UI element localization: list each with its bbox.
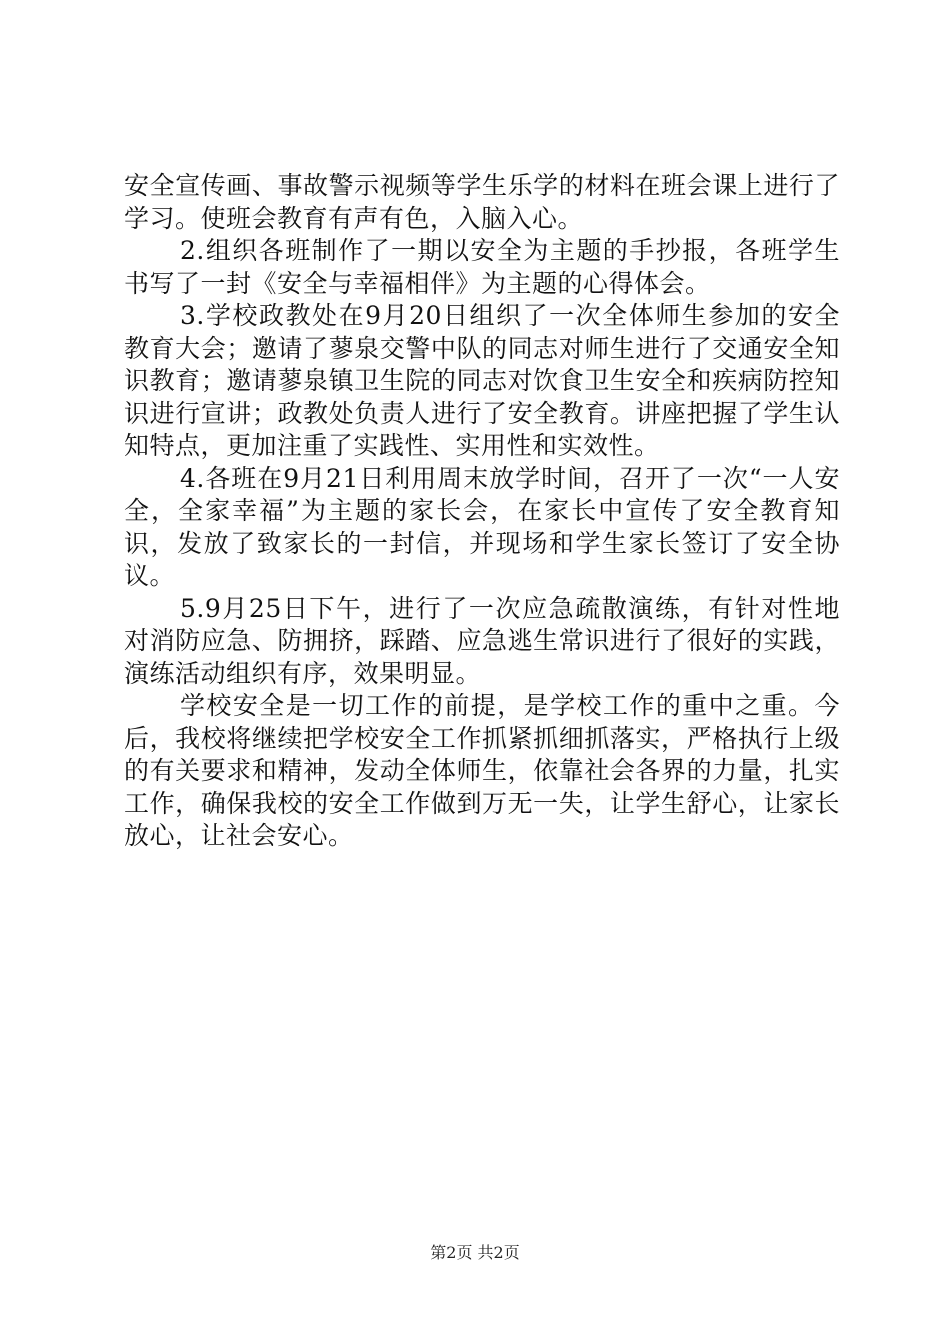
paragraph-item-4: 4.各班在9月21日利用周末放学时间，召开了一次“一人安全，全家幸福”为主题的家长会，在家长中宣传了安全教育知识，发放了致家长的一封信，并现场和学生家长签订了安全协议。 (124, 463, 840, 590)
paragraph-conclusion: 学校安全是一切工作的前提，是学校工作的重中之重。今后，我校将继续把学校安全工作抓紧抓细抓落实，严格执行上级的有关要求和精神，发动全体师生，依靠社会各界的力量，扎实工作，确保我校的安全工作做到万无一失，让学生舒心，让家长放心，让社会安心。 (124, 691, 840, 850)
paragraph-item-2: 2.组织各班制作了一期以安全为主题的手抄报，各班学生书写了一封《安全与幸福相伴》为主题的心得体会。 (124, 236, 840, 298)
paragraph-item-3: 3.学校政教处在9月20日组织了一次全体师生参加的安全教育大会；邀请了蓼泉交警中队的同志对师生进行了交通安全知识教育；邀请蓼泉镇卫生院的同志对饮食卫生安全和疾病防控知识进行宣讲；政教处负责人进行了安全教育。讲座把握了学生认知特点，更加注重了实践性、实用性和实效性。 (124, 301, 840, 460)
paragraph-item-5: 5.9月25日下午，进行了一次应急疏散演练，有针对性地对消防应急、防拥挤，踩踏、应急逃生常识进行了很好的实践，演练活动组织有序，效果明显。 (124, 593, 840, 688)
page-number-footer: 第2页 共2页 (430, 1243, 520, 1262)
paragraph-continuation: 安全宣传画、事故警示视频等学生乐学的材料在班会课上进行了学习。使班会教育有声有色，入脑入心。 (124, 171, 840, 233)
document-body (124, 170, 840, 853)
